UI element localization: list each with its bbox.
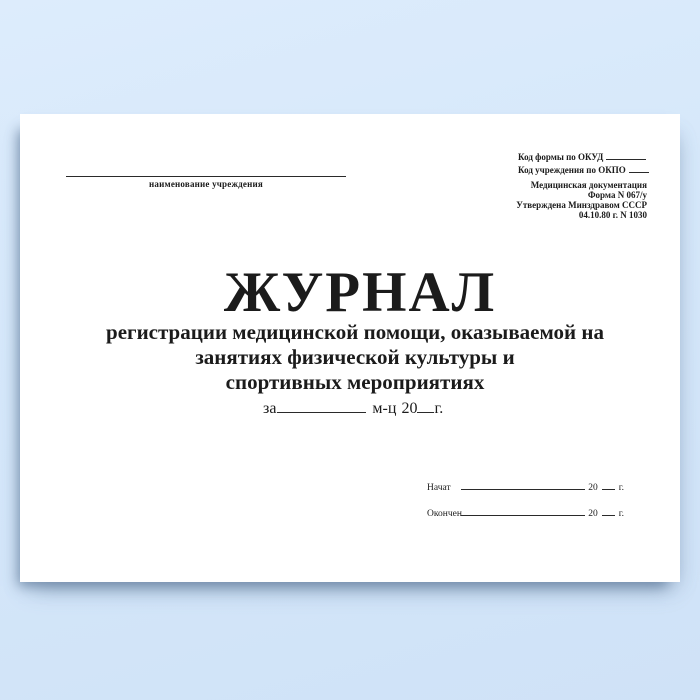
finished-label: Окончен: [427, 509, 462, 519]
finished-row: [427, 507, 624, 521]
period-century: 20: [401, 400, 418, 417]
started-year-blank-line: [602, 481, 615, 490]
period-year-blank-line: [417, 400, 434, 413]
finished-year-suffix: г.: [618, 509, 624, 519]
doc-meta-line: Форма N 067/у: [587, 190, 647, 200]
form-codes-block: [518, 151, 649, 176]
okud-code-blank-line: [606, 153, 646, 160]
okpo-code-row: [518, 164, 649, 177]
doc-meta-line: 04.10.80 г. N 1030: [578, 210, 647, 220]
page-title: ЖУРНАЛ: [223, 261, 497, 324]
finished-century: 20: [588, 509, 598, 519]
finished-year-blank-line: [602, 507, 615, 516]
okud-code-row: [518, 151, 649, 164]
journal-cover-page: [20, 114, 680, 582]
subtitle-line: регистрации медицинской помощи, оказываемой на: [106, 320, 604, 344]
finished-date-blank-line: [461, 507, 585, 516]
okpo-code-blank-line: [629, 166, 649, 173]
started-label: Начат: [427, 483, 451, 493]
okpo-code-label: Код учреждения по ОКПО: [518, 164, 626, 175]
period-prefix: за: [263, 400, 277, 417]
started-century: 20: [588, 483, 598, 493]
okud-code-label: Код формы по ОКУД: [518, 152, 604, 162]
period-unit: м-ц: [372, 400, 397, 417]
subtitle-line: занятиях физической культуры и: [195, 345, 515, 369]
subtitle-line: спортивных мероприятиях: [225, 370, 485, 394]
start-finish-block: [427, 481, 624, 521]
institution-name-blank-line: [66, 134, 346, 177]
period-line: [263, 399, 443, 419]
started-row: [427, 481, 624, 495]
period-month-blank-line: [277, 400, 366, 413]
doc-meta-line: Медицинская документация: [530, 180, 647, 190]
doc-meta-block: [516, 180, 647, 220]
started-date-blank-line: [461, 481, 585, 490]
institution-name-caption: наименование учреждения: [149, 179, 263, 189]
started-year-suffix: г.: [618, 483, 624, 493]
page-subtitle: [25, 320, 685, 395]
period-year-suffix: г.: [434, 400, 444, 417]
doc-meta-line: Утверждена Минздравом СССР: [516, 200, 647, 210]
institution-name-block: [66, 134, 346, 189]
